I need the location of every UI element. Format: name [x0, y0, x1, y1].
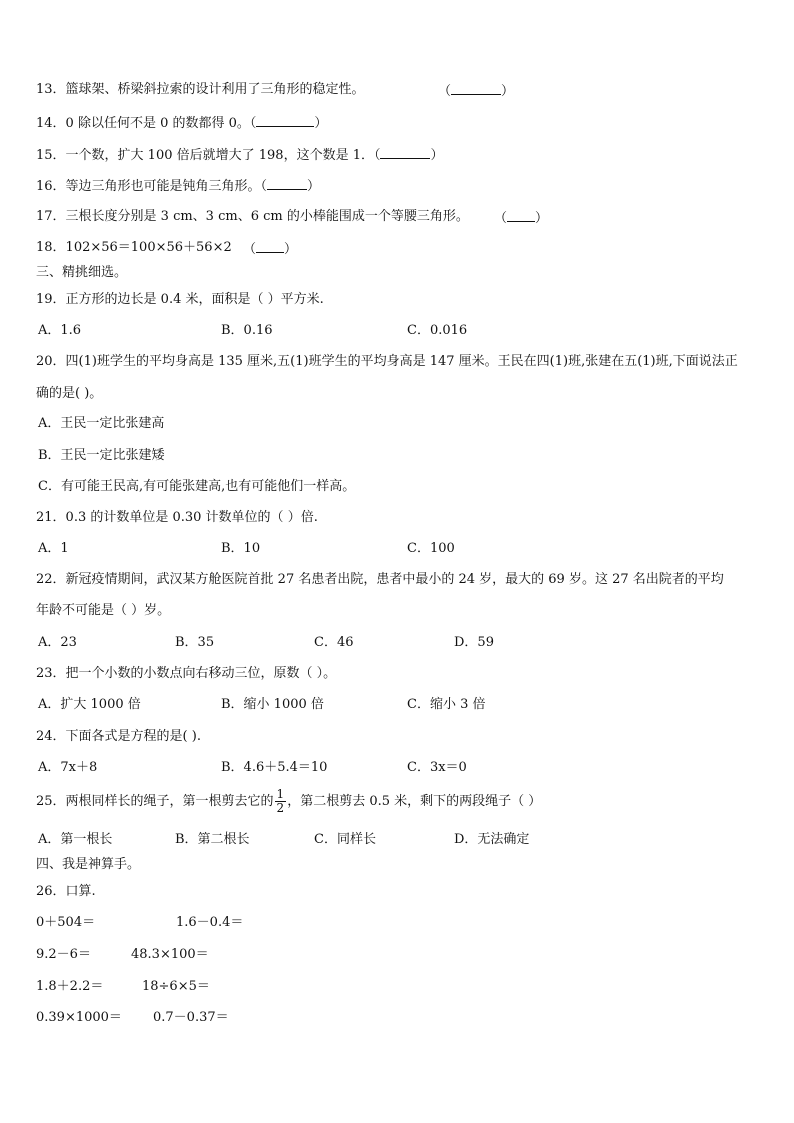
q23-option-b[interactable]: B．缩小 1000 倍: [221, 697, 324, 712]
answer-blank-14[interactable]: [256, 114, 314, 127]
section-4-heading: 四、我是神算手。: [36, 857, 141, 872]
q22-option-c[interactable]: C．46: [314, 635, 354, 650]
calc-item: 48.3×100＝: [131, 947, 209, 962]
question-22-line-2: 年龄不可能是（ ）岁。: [36, 603, 171, 618]
question-25-text-before: 25．两根同样长的绳子，第一根剪去它的: [36, 794, 274, 809]
q20-option-c[interactable]: C．有可能王民高,有可能张建高,也有可能他们一样高。: [38, 479, 356, 494]
q24-option-a[interactable]: A．7x＋8: [38, 760, 98, 775]
question-24: 24．下面各式是方程的是( ).: [36, 729, 201, 744]
calc-item: 1.6－0.4＝: [176, 915, 244, 930]
question-19: 19．正方形的边长是 0.4 米，面积是（ ）平方米.: [36, 292, 324, 307]
calc-item: 0.7－0.37＝: [153, 1010, 229, 1025]
calc-item: 18÷6×5＝: [142, 979, 210, 994]
question-20-line-1: 20．四(1)班学生的平均身高是 135 厘米,五(1)班学生的平均身高是 147 厘米。王民在四(1)班,张建在五(1)班,下面说法正: [36, 354, 738, 369]
section-3-heading: 三、精挑细选。: [36, 265, 128, 280]
q21-option-a[interactable]: A．1: [38, 541, 69, 556]
answer-blank-17[interactable]: （ ）: [494, 211, 549, 226]
question-15-text: 15．一个数，扩大 100 倍后就增大了 198，这个数是 1．（: [36, 148, 381, 163]
question-14: 14．0 除以任何不是 0 的数都得 0。（ ）: [36, 116, 328, 131]
question-16: 16．等边三角形也可能是钝角三角形。（ ）: [36, 179, 321, 194]
answer-blank-13[interactable]: （ ）: [438, 84, 515, 99]
question-18: [36, 240, 232, 256]
q25-option-c[interactable]: C．同样长: [314, 832, 376, 847]
q23-option-c[interactable]: C．缩小 3 倍: [407, 697, 486, 712]
question-21: 21．0.3 的计数单位是 0.30 计数单位的（ ）倍.: [36, 510, 318, 525]
answer-blank-18[interactable]: （ ）: [243, 242, 298, 257]
calc-item: 0＋504＝: [36, 915, 96, 930]
calc-item: 0.39×1000＝: [36, 1010, 122, 1025]
q23-option-a[interactable]: A．扩大 1000 倍: [38, 697, 141, 712]
calc-item: 1.8＋2.2＝: [36, 979, 104, 994]
question-17-text: 17．三根长度分别是 3 cm、3 cm、6 cm 的小棒能围成一个等腰三角形。: [36, 209, 469, 224]
question-25: [36, 786, 541, 818]
q22-option-a[interactable]: A．23: [38, 635, 77, 650]
question-16-text: 16．等边三角形也可能是钝角三角形。（: [36, 179, 268, 194]
q24-option-c[interactable]: C．3x＝0: [407, 760, 467, 775]
q20-option-b[interactable]: B．王民一定比张建矮: [38, 448, 165, 463]
q21-option-c[interactable]: C．100: [407, 541, 455, 556]
q22-option-b[interactable]: B．35: [175, 635, 215, 650]
q19-option-c[interactable]: C．0.016: [407, 323, 468, 338]
question-18-text: 18．102×56＝100×56＋56×2: [36, 240, 232, 255]
question-22-line-1: 22．新冠疫情期间，武汉某方舱医院首批 27 名患者出院，患者中最小的 24 岁，最大的 69 岁。这 27 名出院者的平均: [36, 572, 724, 587]
question-13-text: 13．篮球架、桥梁斜拉索的设计利用了三角形的稳定性。: [36, 82, 365, 97]
question-15: 15．一个数，扩大 100 倍后就增大了 198，这个数是 1．（ ）: [36, 148, 444, 163]
calc-item: 9.2－6＝: [36, 947, 91, 962]
q19-option-a[interactable]: A．1.6: [38, 323, 82, 338]
q19-option-b[interactable]: B．0.16: [221, 323, 273, 338]
question-25-text-after: ，第二根剪去 0.5 米，剩下的两段绳子（ ）: [287, 794, 542, 809]
q20-option-a[interactable]: A．王民一定比张建高: [38, 416, 165, 431]
question-14-text: 14．0 除以任何不是 0 的数都得 0。（: [36, 116, 257, 131]
answer-blank-16[interactable]: [267, 177, 307, 190]
q25-option-b[interactable]: B．第二根长: [175, 832, 250, 847]
question-20-line-2: 确的是( )。: [36, 386, 103, 401]
question-23: 23．把一个小数的小数点向右移动三位，原数（ ）。: [36, 666, 337, 681]
answer-blank-15[interactable]: [380, 146, 430, 159]
q25-option-a[interactable]: A．第一根长: [38, 832, 113, 847]
q21-option-b[interactable]: B．10: [221, 541, 261, 556]
q24-option-b[interactable]: B．4.6＋5.4＝10: [221, 760, 328, 775]
fraction-one-half: $\frac{1}{2}$: [276, 787, 285, 815]
q22-option-d[interactable]: D．59: [454, 635, 494, 650]
q25-option-d[interactable]: D．无法确定: [454, 832, 530, 847]
question-26-title: 26．口算.: [36, 884, 96, 899]
question-13: [36, 82, 365, 98]
question-17: [36, 209, 469, 225]
